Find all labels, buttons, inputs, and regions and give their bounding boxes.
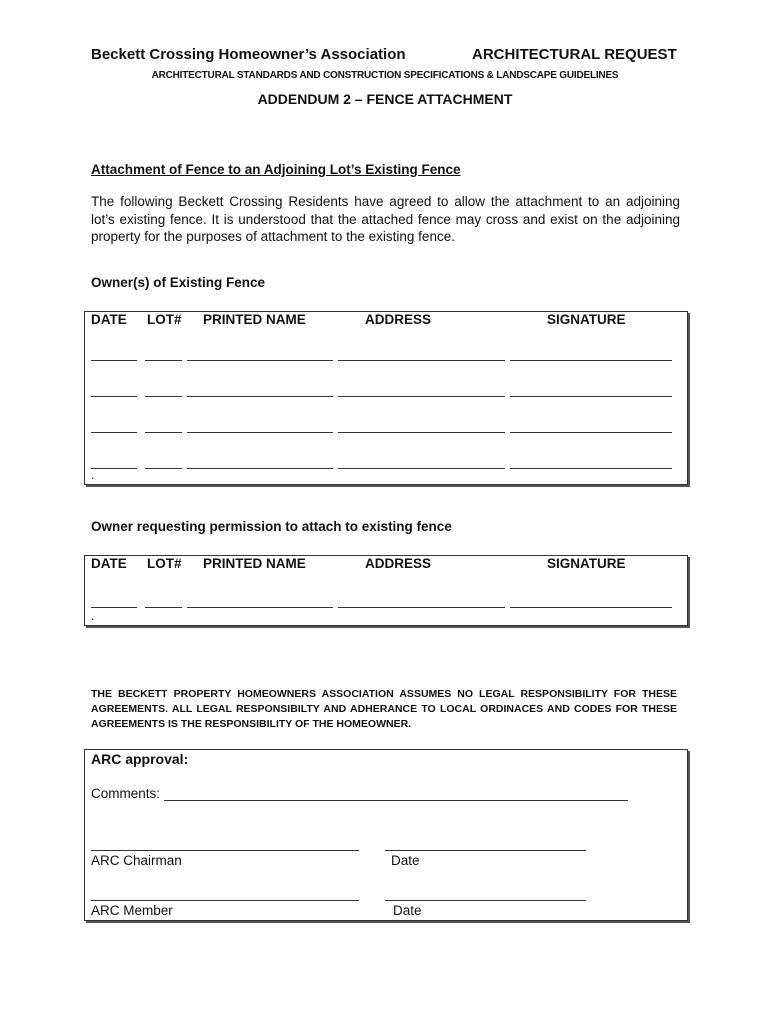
printed-name-line[interactable]	[187, 607, 333, 608]
col-address: ADDRESS	[365, 312, 432, 327]
col-lot: LOT#	[147, 556, 182, 571]
chairman-date-line[interactable]	[385, 850, 586, 851]
member-label: ARC Member	[91, 903, 173, 918]
arc-approval-title: ARC approval:	[91, 751, 189, 767]
printed-name-line[interactable]	[187, 396, 333, 397]
comments-line[interactable]	[164, 800, 628, 801]
date-line[interactable]	[91, 607, 137, 608]
lot-line[interactable]	[145, 468, 182, 469]
owner-requesting-table	[84, 555, 688, 626]
intro-paragraph: The following Beckett Crossing Residents have agreed to allow the attachment to an adjoining lot’s existing fence. It is understood that the attached fence may cross and exist on the adjoining property for the purposes of attachment to the existing fence.	[91, 194, 680, 244]
printed-name-line[interactable]	[187, 432, 333, 433]
lot-line[interactable]	[145, 396, 182, 397]
table-dot: .	[91, 468, 95, 482]
col-date: DATE	[91, 312, 127, 327]
col-date: DATE	[91, 556, 127, 571]
signature-line[interactable]	[510, 607, 672, 608]
col-address: ADDRESS	[365, 556, 432, 571]
member-signature-line[interactable]	[91, 900, 359, 901]
comments-label: Comments:	[91, 786, 161, 801]
signature-line[interactable]	[510, 468, 672, 469]
printed-name-line[interactable]	[187, 360, 333, 361]
signature-line[interactable]	[510, 360, 672, 361]
address-line[interactable]	[338, 360, 505, 361]
member-date-label: Date	[393, 903, 422, 918]
chairman-signature-line[interactable]	[91, 850, 359, 851]
date-line[interactable]	[91, 396, 137, 397]
association-name: Beckett Crossing Homeowner’s Association	[91, 46, 406, 63]
col-printed-name: PRINTED NAME	[203, 556, 306, 571]
owner-requesting-title: Owner requesting permission to attach to existing fence	[91, 519, 452, 534]
printed-name-line[interactable]	[187, 468, 333, 469]
signature-line[interactable]	[510, 432, 672, 433]
address-line[interactable]	[338, 607, 505, 608]
chairman-label: ARC Chairman	[91, 853, 182, 868]
col-printed-name: PRINTED NAME	[203, 312, 306, 327]
lot-line[interactable]	[145, 360, 182, 361]
legal-disclaimer: THE BECKETT PROPERTY HOMEOWNERS ASSOCIATION ASSUMES NO LEGAL RESPONSIBILITY FOR THESE AGREEMENTS. ALL LEGAL RESPONSIBILTY AND ADHERANCE TO LOCAL ORDINACES AND CODES FOR THESE AGREEMENTS IS THE RESPONSIBILITY OF THE HOMEOWNER.	[91, 688, 677, 730]
col-signature: SIGNATURE	[547, 312, 626, 327]
col-lot: LOT#	[147, 312, 182, 327]
owners-existing-table	[84, 311, 688, 485]
chairman-date-label: Date	[391, 853, 420, 868]
date-line[interactable]	[91, 432, 137, 433]
address-line[interactable]	[338, 396, 505, 397]
col-signature: SIGNATURE	[547, 556, 626, 571]
date-line[interactable]	[91, 468, 137, 469]
section-title: Attachment of Fence to an Adjoining Lot’s Existing Fence	[91, 162, 461, 177]
member-date-line[interactable]	[385, 900, 586, 901]
lot-line[interactable]	[145, 432, 182, 433]
document-type: ARCHITECTURAL REQUEST	[472, 46, 677, 63]
document-subtitle: ARCHITECTURAL STANDARDS AND CONSTRUCTION SPECIFICATIONS & LANDSCAPE GUIDELINES	[151, 70, 619, 81]
lot-line[interactable]	[145, 607, 182, 608]
addendum-title: ADDENDUM 2 – FENCE ATTACHMENT	[257, 91, 513, 107]
date-line[interactable]	[91, 360, 137, 361]
address-line[interactable]	[338, 468, 505, 469]
table-dot: .	[91, 609, 95, 623]
signature-line[interactable]	[510, 396, 672, 397]
owners-existing-title: Owner(s) of Existing Fence	[91, 275, 266, 290]
arc-approval-box	[84, 749, 688, 921]
address-line[interactable]	[338, 432, 505, 433]
